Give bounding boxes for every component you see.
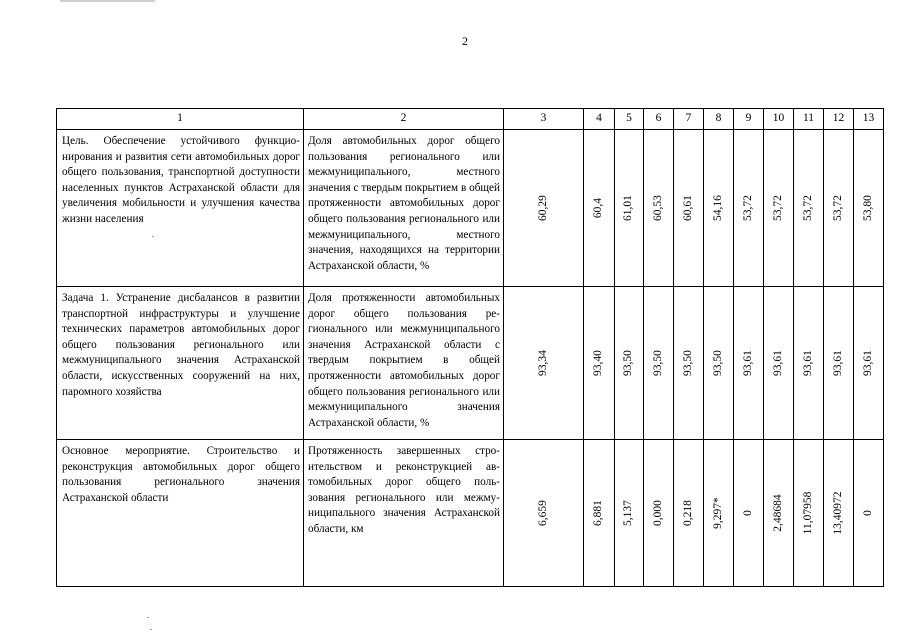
value-cell-col-11: 53,72 <box>801 195 814 221</box>
indicator-text: Протяженность завершенных строительством и реконструкцией автомобильных дорог общего пользования регионального или межмуниципального значения Астраханской области, км <box>308 445 500 535</box>
scan-speck <box>147 617 149 618</box>
value-cell-col-13: 93,61 <box>861 350 874 376</box>
indicator-text: Доля автомобильных дорог общего пользования регионального или межмуниципального, местного значения с твердым покрытием в общей протяженности автомобильных дорог общего пользования регионального или межмуниципального, местного значения, находящихся на территории Астраханской области, % <box>308 135 500 272</box>
column-header-5: 5 <box>615 109 644 130</box>
value-cell-col-3: 6,659 <box>536 500 549 526</box>
column-header-9: 9 <box>734 109 764 130</box>
value-cell-col-9: 53,72 <box>741 195 754 221</box>
value-cell-col-12: 13,40972 <box>831 491 844 535</box>
value-cell-col-10: 93,61 <box>771 350 784 376</box>
value-cell-col-7: 93,50 <box>681 350 694 376</box>
value-cell-col-13: 53,80 <box>861 195 874 221</box>
header-row <box>57 109 884 130</box>
scan-speck <box>152 236 154 237</box>
goal-text: Основное мероприятие. Строительство и реконструкция автомобильных дорог общего пользования регионального значения Астраханской области <box>62 445 300 504</box>
page-number: 2 <box>462 34 468 48</box>
value-cell-col-12: 93,61 <box>831 350 844 376</box>
value-cell-col-5: 93,50 <box>622 350 635 376</box>
value-cell-col-8: 9,297* <box>711 497 724 529</box>
table-row <box>57 130 884 287</box>
value-cell-col-7: 60,61 <box>681 195 694 221</box>
column-header-7: 7 <box>674 109 704 130</box>
value-cell-col-4: 6,881 <box>592 500 605 526</box>
scan-speck <box>150 629 152 630</box>
column-header-13: 13 <box>854 109 884 130</box>
column-header-2: 2 <box>304 109 504 130</box>
table-row <box>57 440 884 587</box>
table-row <box>57 287 884 440</box>
column-header-3: 3 <box>504 109 584 130</box>
value-cell-col-12: 53,72 <box>831 195 844 221</box>
goal-text: Задача 1. Устранение дисбалансов в развитии транспортной инфраструктуры и улучшение технических параметров автомобильных дорог общего пользования регионального или межмуниципального значения Астраханской области, искусственных сооружений на них, паромного хозяйства <box>62 292 300 398</box>
value-cell-col-11: 93,61 <box>801 350 814 376</box>
value-cell-col-10: 2,48684 <box>771 494 784 532</box>
value-cell-col-3: 93,34 <box>536 350 549 376</box>
column-header-6: 6 <box>644 109 674 130</box>
column-header-12: 12 <box>824 109 854 130</box>
value-cell-col-6: 60,53 <box>651 195 664 221</box>
goal-text: Цель. Обеспечение устойчивого функционирования и развития сети автомобильных дорог общего пользования, транспортной доступности населенных пунктов Астраханской области для увеличения мобильности и улучшения качества жизни населения <box>62 135 300 225</box>
value-cell-col-10: 53,72 <box>771 195 784 221</box>
value-cell-col-8: 93,50 <box>711 350 724 376</box>
column-header-8: 8 <box>704 109 734 130</box>
column-header-1: 1 <box>57 109 304 130</box>
value-cell-col-11: 11,07958 <box>801 491 814 535</box>
value-cell-col-4: 60,4 <box>592 197 605 219</box>
value-cell-col-5: 5,137 <box>622 500 635 526</box>
column-header-11: 11 <box>794 109 824 130</box>
column-header-4: 4 <box>584 109 615 130</box>
value-cell-col-4: 93,40 <box>592 350 605 376</box>
value-cell-col-5: 61,01 <box>622 195 635 221</box>
value-cell-col-9: 93,61 <box>741 350 754 376</box>
top-border-line <box>60 0 155 2</box>
value-cell-col-8: 54,16 <box>711 195 724 221</box>
value-cell-col-6: 0,000 <box>651 500 664 526</box>
value-cell-col-13: 0 <box>861 510 874 516</box>
value-cell-col-9: 0 <box>741 510 754 516</box>
column-header-10: 10 <box>764 109 794 130</box>
value-cell-col-7: 0,218 <box>681 500 694 526</box>
indicator-text: Доля протяженности автомобильных дорог общего пользования регионального или межмуниципального значения Астраханской области с твердым покрытием в общей протяженности автомобильных дорог общего пользования регионального или межмуниципального значения Астраханской области, % <box>308 292 500 429</box>
value-cell-col-3: 60,29 <box>536 195 549 221</box>
value-cell-col-6: 93,50 <box>651 350 664 376</box>
indicators-table <box>56 108 884 587</box>
